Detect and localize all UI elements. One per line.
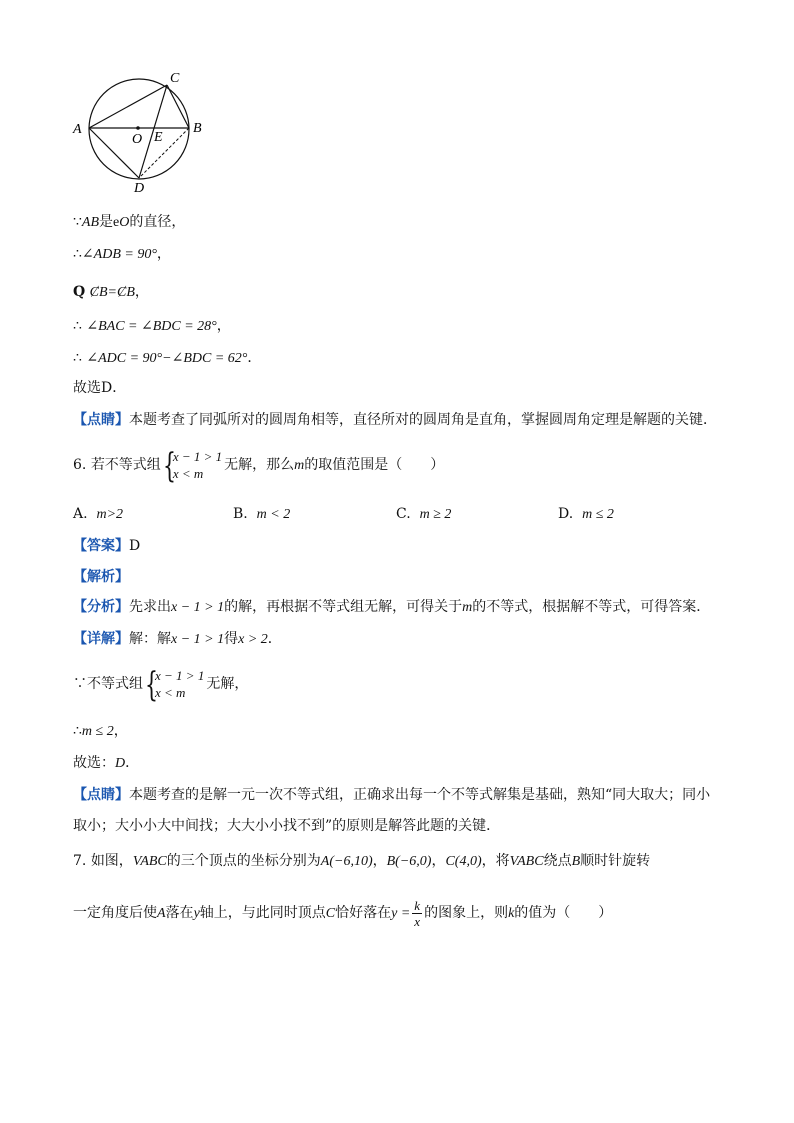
math-point: B — [571, 854, 581, 869]
answer-value: D — [129, 538, 141, 554]
text: 落在 — [165, 905, 194, 921]
comment-text: 取小；大小小大中间找；大大小小找不到”的原则是解答此题的关键． — [73, 818, 501, 834]
text: 绕点 — [543, 853, 572, 869]
text: 无解， — [206, 676, 249, 692]
option-letter: D. — [558, 506, 574, 522]
math-expr: x − 1 > 1 — [171, 600, 225, 615]
inequality-row-2: x < m — [155, 685, 186, 700]
math-expr: ȻB=ȻB — [89, 285, 135, 300]
proof-line-2 — [73, 244, 171, 265]
circle-figure — [70, 68, 220, 198]
proof-line-3 — [73, 282, 149, 303]
text: ， — [431, 853, 446, 869]
option-letter: B. — [233, 506, 248, 522]
text: ． — [125, 755, 140, 771]
therefore-symbol: ∴ — [73, 350, 82, 366]
math-point: A — [157, 906, 166, 921]
text: 的值为（ ） — [514, 905, 613, 921]
text: ， — [156, 246, 171, 262]
fraction-denominator: x — [414, 913, 421, 929]
option-a[interactable] — [73, 504, 123, 525]
math-expr: y = — [391, 906, 411, 921]
therefore-symbol: ∴ — [73, 246, 82, 262]
math-letter: D — [115, 756, 126, 771]
math-point-c: C(4,0) — [445, 854, 482, 869]
math-point-a: A(−6,10) — [320, 854, 373, 869]
option-b[interactable] — [233, 504, 290, 525]
question-6 — [73, 445, 444, 486]
option-expr: m ≥ 2 — [419, 507, 452, 522]
option-expr: m ≤ 2 — [582, 507, 614, 522]
detail-tag: 【详解】 — [73, 631, 129, 647]
comment-6-line-2 — [73, 816, 500, 836]
comment-5 — [73, 410, 717, 430]
math-var: m — [294, 458, 305, 473]
q-symbol: Q — [73, 284, 86, 300]
inequality-system — [162, 446, 223, 486]
fraction-k-over-x — [412, 898, 422, 929]
comment-6-line-1 — [73, 785, 710, 805]
text: 的不等式，根据解不等式，可得答案． — [472, 599, 711, 615]
text: 若不等式组 — [90, 457, 161, 473]
text: ， — [113, 723, 128, 739]
option-expr: m < 2 — [256, 507, 291, 522]
text: 是 — [99, 214, 114, 230]
analysis-tag: 【解析】 — [73, 569, 129, 585]
math-expr: x > 2 — [238, 632, 268, 647]
question-7-line-1 — [73, 851, 650, 872]
text: 的三个顶点的坐标分别为 — [166, 853, 321, 869]
proof-choose — [73, 378, 126, 398]
text: 轴上，与此同时顶点 — [199, 905, 326, 921]
segment-ac — [89, 85, 167, 128]
brace-glyph: { — [145, 665, 158, 705]
math-expr: x − 1 > 1 — [171, 632, 225, 647]
question-7-line-2 — [73, 896, 612, 931]
therefore-line — [73, 721, 128, 742]
answer-line — [73, 536, 140, 556]
option-expr: m>2 — [96, 507, 124, 522]
label-a: A — [73, 122, 82, 137]
math-expr: ∠ADC = 90°−∠BDC = 62° — [86, 351, 248, 366]
math-triangle: VABC — [509, 854, 544, 869]
text: ，将 — [481, 853, 510, 869]
since-line — [73, 664, 248, 704]
since-symbol: ∵ — [73, 214, 82, 230]
fenxi-tag: 【分析】 — [73, 599, 129, 615]
proof-line-1 — [73, 212, 185, 233]
text: 一定角度后使 — [73, 905, 157, 921]
text: 的图象上，则 — [424, 905, 509, 921]
fraction-numerator: k — [414, 897, 421, 913]
text: 故选： — [73, 755, 115, 771]
comment-text: 本题考查的是解一元一次不等式组，正确求出每一个不等式解集是基础，熟知“同大取大；同小 — [129, 787, 711, 803]
option-letter: A. — [73, 506, 88, 522]
math-expr: ∠ADB = 90° — [81, 247, 157, 262]
label-o: O — [132, 132, 143, 147]
text: 得 — [224, 631, 239, 647]
analysis-line — [73, 567, 129, 587]
question-number: 6. — [73, 457, 87, 473]
label-e: E — [154, 130, 163, 145]
text: ∵不等式组 — [73, 676, 143, 692]
inequality-row-1: x − 1 > 1 — [172, 449, 223, 464]
therefore-symbol: ∴ — [73, 723, 82, 739]
math-var: k — [508, 906, 515, 921]
option-d[interactable] — [558, 504, 614, 525]
brace-glyph: { — [162, 446, 176, 486]
math-o: O — [119, 215, 130, 230]
choose-line — [73, 753, 139, 774]
label-d: D — [134, 181, 145, 196]
center-dot — [136, 126, 140, 130]
math-ab: AB — [81, 215, 100, 230]
comment-text: 本题考查了同弧所对的圆周角相等，直径所对的圆周角是直角，掌握圆周角定理是解题的关键． — [129, 412, 717, 428]
text: ， — [372, 853, 387, 869]
label-c: C — [170, 71, 180, 86]
question-number: 7. — [73, 853, 87, 869]
text: 故选D． — [73, 380, 127, 396]
text: ， — [216, 318, 231, 334]
circle-symbol: e — [113, 215, 120, 230]
math-triangle: VABC — [132, 854, 167, 869]
text: ， — [134, 284, 149, 300]
proof-line-5 — [73, 348, 261, 369]
text: ． — [267, 631, 282, 647]
math-expr: ∠BAC = ∠BDC = 28° — [86, 319, 217, 334]
text: 的直径， — [129, 214, 186, 230]
math-expr: m ≤ 2 — [81, 724, 114, 739]
therefore-symbol: ∴ — [73, 318, 82, 334]
inequality-row-1: x − 1 > 1 — [155, 668, 205, 683]
text: 解：解 — [129, 631, 171, 647]
inequality-row-2: x < m — [172, 466, 204, 481]
label-b: B — [193, 121, 202, 136]
math-point: C — [325, 906, 336, 921]
text: 无解，那么 — [224, 457, 295, 473]
comment-tag: 【点睛】 — [73, 787, 129, 803]
comment-tag: 【点睛】 — [73, 412, 129, 428]
proof-line-4 — [73, 316, 231, 337]
segment-bc — [167, 85, 189, 128]
math-point-b: B(−6,0) — [386, 854, 432, 869]
text: 先求出 — [129, 599, 171, 615]
fenxi-line — [73, 597, 710, 618]
detail-line — [73, 629, 282, 650]
answer-tag: 【答案】 — [73, 538, 129, 554]
inequality-system-2 — [145, 665, 205, 705]
math-var: m — [462, 600, 473, 615]
option-letter: C. — [396, 506, 411, 522]
text: 的解，再根据不等式组无解，可得关于 — [224, 599, 463, 615]
math-var: y — [193, 906, 200, 921]
text: 如图， — [90, 853, 133, 869]
text: 顺时针旋转 — [580, 853, 651, 869]
text: 的取值范围是（ ） — [304, 457, 445, 473]
text: ． — [247, 350, 262, 366]
option-c[interactable] — [396, 504, 451, 525]
text: 恰好落在 — [335, 905, 392, 921]
